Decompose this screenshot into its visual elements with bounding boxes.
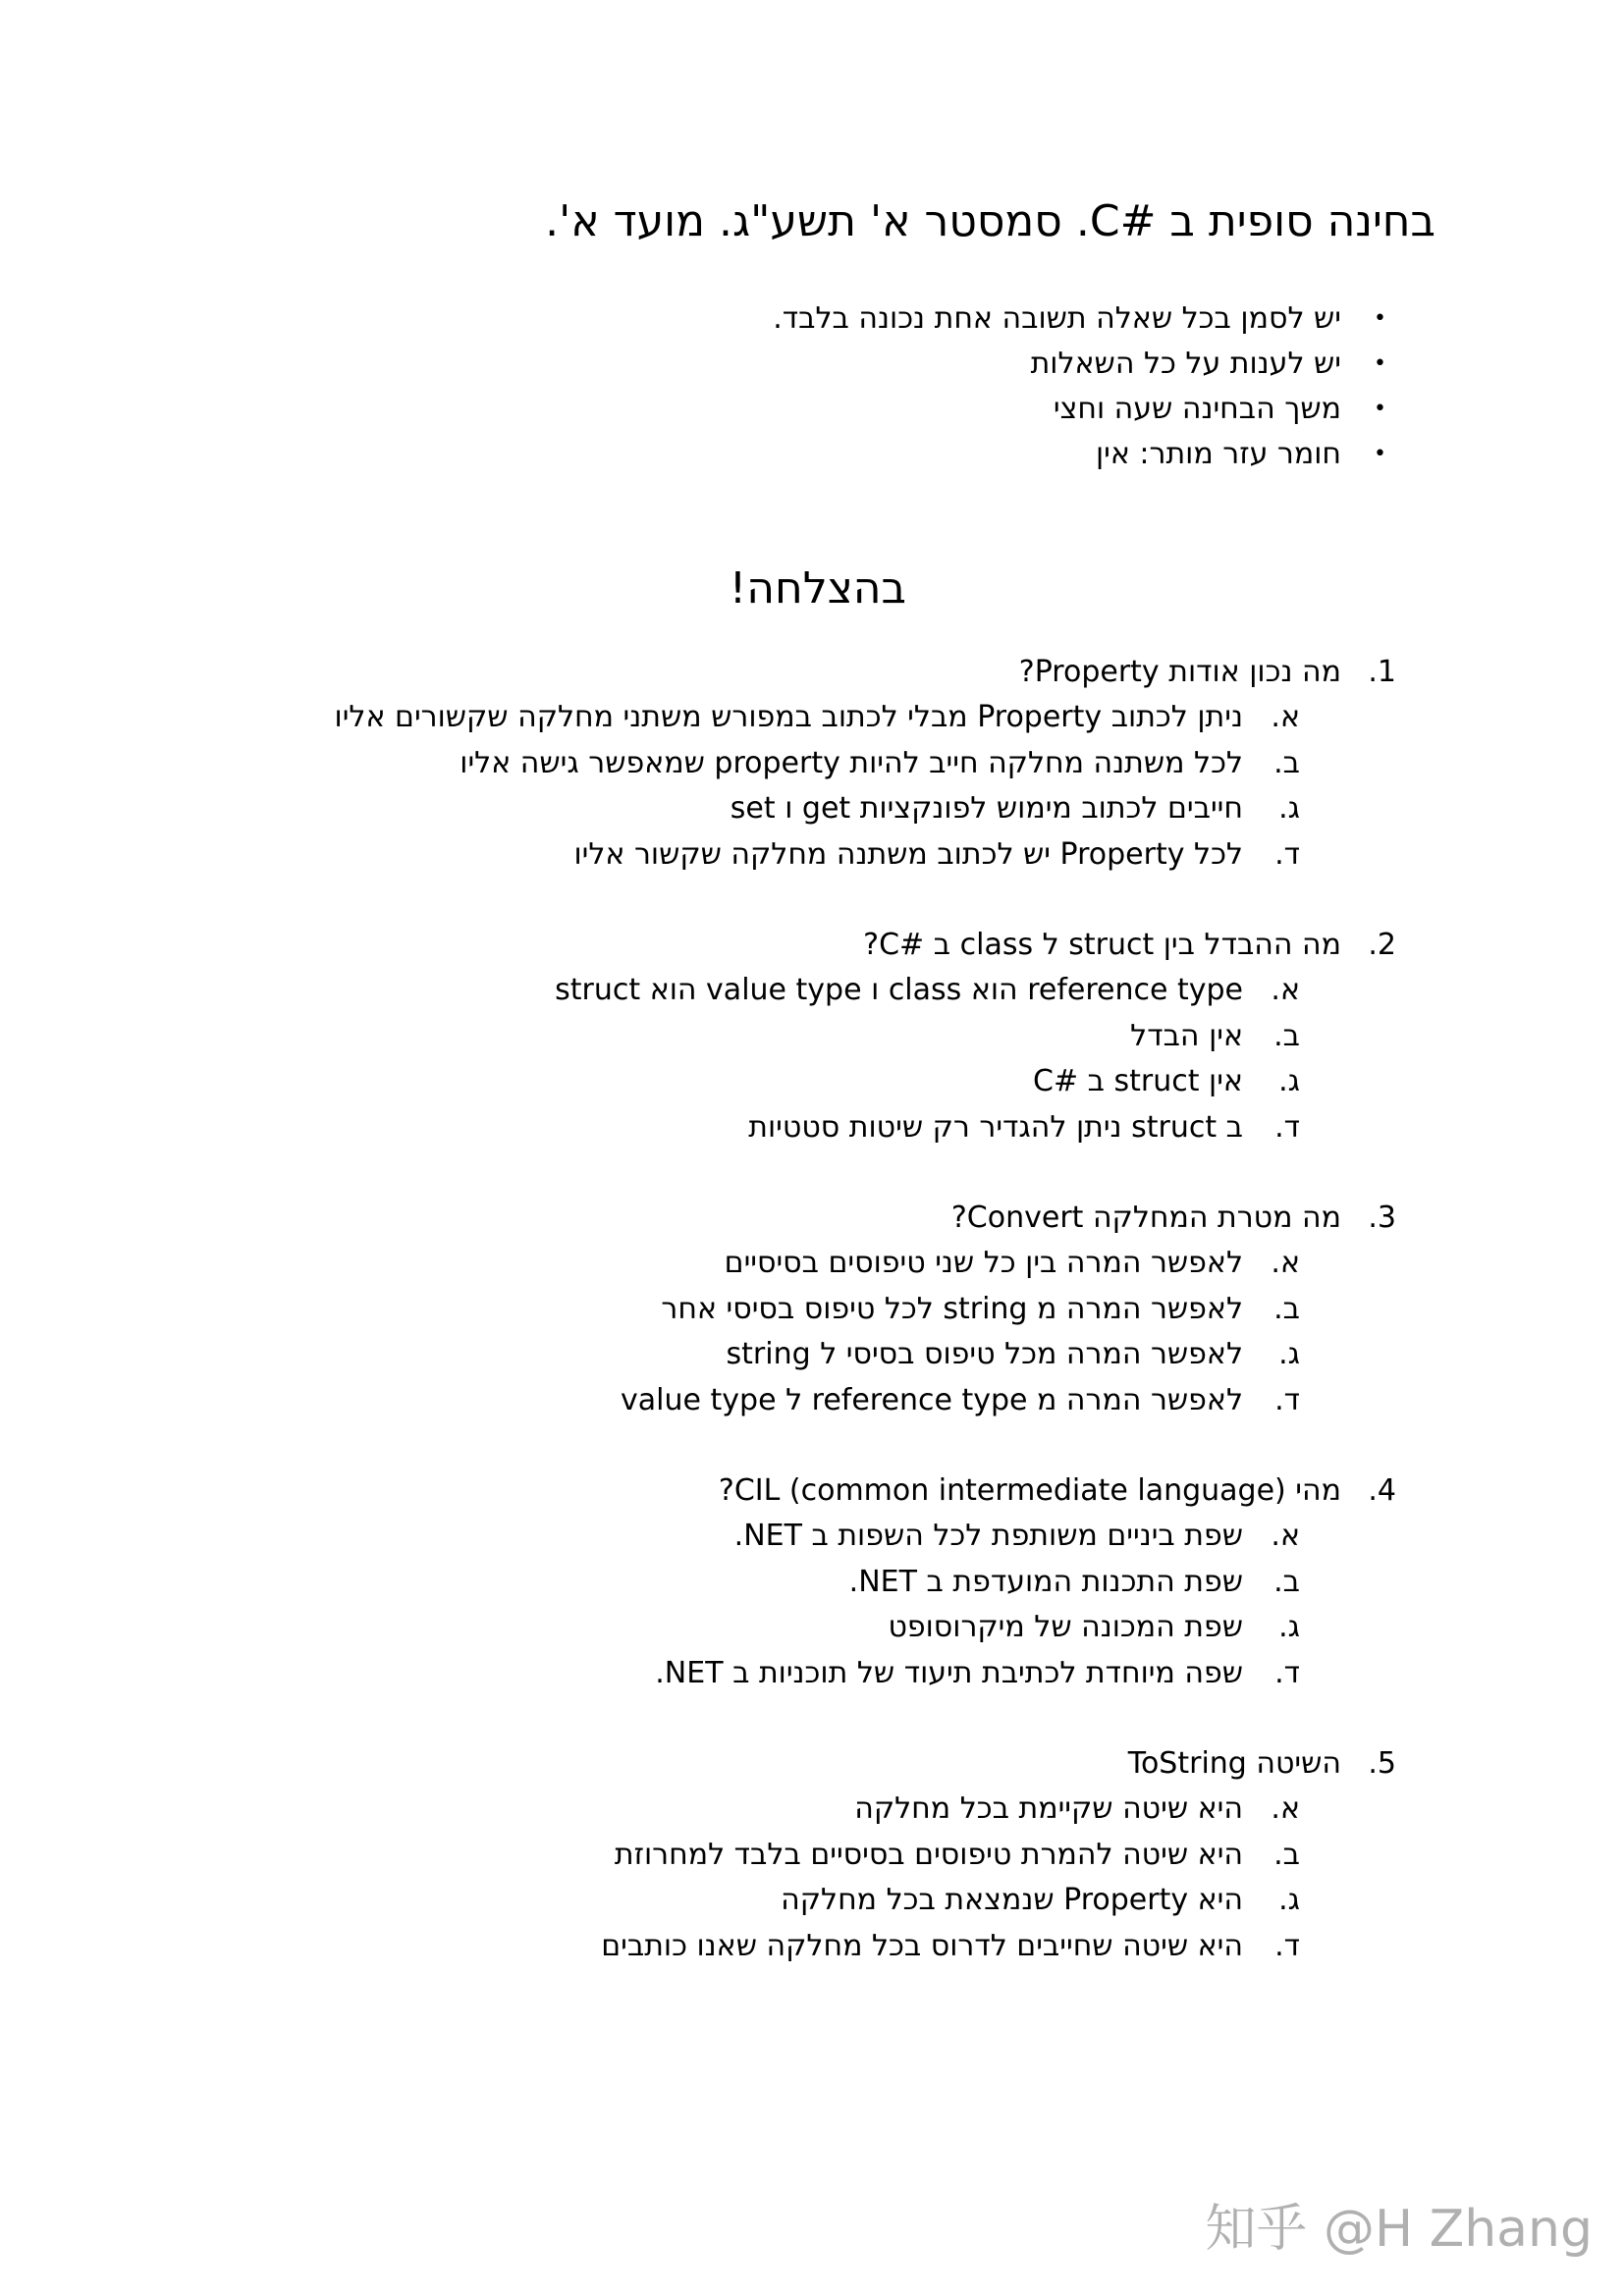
answer-option[interactable] <box>261 695 1300 741</box>
answer-option[interactable] <box>261 1105 1300 1151</box>
instruction-item <box>773 296 1386 342</box>
option-letter: ד. <box>1274 836 1300 872</box>
answer-option[interactable] <box>261 1514 1300 1560</box>
question-prompt: מהי CIL (common intermediate language)? <box>718 1473 1341 1508</box>
answer-option[interactable] <box>261 968 1300 1014</box>
answer-options <box>261 1787 1300 1969</box>
answer-option[interactable] <box>261 1787 1300 1833</box>
option-text: struct הוא value type ו class הוא reference type <box>555 973 1243 1007</box>
question-number: 3. <box>1368 1201 1396 1235</box>
question-prompt: השיטה ToString <box>1127 1746 1341 1781</box>
option-text: שפה מיוחדת לכתיבת תיעוד של תוכניות ב NET. <box>655 1655 1243 1690</box>
question-4 <box>261 1468 1396 1696</box>
question-number: 2. <box>1368 928 1396 962</box>
bullet-icon: • <box>1374 397 1386 421</box>
option-text: היא שיטה להמרת טיפוסים בסיסיים בלבד למחרוזת <box>614 1837 1243 1872</box>
option-text: היא שיטה שקיימת בכל מחלקה <box>854 1791 1243 1826</box>
answer-options <box>261 968 1300 1150</box>
question-number: 5. <box>1368 1746 1396 1781</box>
option-letter: א. <box>1271 1519 1300 1553</box>
option-letter: ד. <box>1274 1382 1300 1417</box>
answer-option[interactable] <box>261 786 1300 832</box>
option-letter: ב. <box>1273 1018 1300 1053</box>
answer-option[interactable] <box>261 832 1300 879</box>
answer-option[interactable] <box>261 1014 1300 1060</box>
answer-option[interactable] <box>261 1560 1300 1606</box>
answer-option[interactable] <box>261 741 1300 787</box>
option-letter: ג. <box>1278 1337 1300 1371</box>
option-text: ניתן לכתוב Property מבלי לכתוב במפורש משתני מחלקה שקשורים אליו <box>334 700 1243 734</box>
question-number: 1. <box>1368 655 1396 689</box>
bullet-icon: • <box>1374 442 1386 466</box>
question-prompt: מה מטרת המחלקה Convert? <box>950 1201 1341 1235</box>
answer-option[interactable] <box>261 1378 1300 1424</box>
option-letter: ב. <box>1273 1837 1300 1872</box>
option-letter: ד. <box>1274 1928 1300 1963</box>
answer-option[interactable] <box>261 1651 1300 1697</box>
option-text: שפת התכנות המועדפת ב NET. <box>848 1564 1243 1599</box>
question-text <box>261 1196 1396 1241</box>
answer-options <box>261 1514 1300 1696</box>
option-text: חייבים לכתוב מימוש לפונקציות get ו set <box>730 791 1243 826</box>
option-letter: ג. <box>1278 1610 1300 1644</box>
option-text: ב struct ניתן להגדיר רק שיטות סטטיות <box>748 1109 1243 1145</box>
option-letter: ב. <box>1273 1291 1300 1326</box>
option-letter: א. <box>1271 1791 1300 1826</box>
question-number: 4. <box>1368 1473 1396 1508</box>
answer-option[interactable] <box>261 1059 1300 1105</box>
option-text: לכל Property יש לכתוב משתנה מחלקה שקשור אליו <box>573 836 1243 872</box>
instructions-list <box>773 296 1386 477</box>
bullet-icon: • <box>1374 351 1386 376</box>
option-letter: ד. <box>1274 1655 1300 1690</box>
answer-option[interactable] <box>261 1241 1300 1287</box>
question-prompt: מה ההבדל בין struct ל class ב #C? <box>863 928 1341 962</box>
option-text: שפת המכונה של מיקרוסופט <box>888 1610 1243 1644</box>
question-5 <box>261 1741 1396 1969</box>
option-text: שפת ביניים משותפת לכל השפות ב NET. <box>733 1519 1243 1553</box>
answer-options <box>261 1241 1300 1423</box>
question-text <box>261 650 1396 695</box>
option-text: אין הבדל <box>1130 1018 1243 1053</box>
question-text <box>261 1741 1396 1787</box>
option-letter: ג. <box>1278 1883 1300 1917</box>
option-text: לכל משתנה מחלקה חייב להיות property שמאפשר גישה אליו <box>460 745 1243 780</box>
option-letter: ב. <box>1273 745 1300 780</box>
option-text: לאפשר המרה מ reference type ל value type <box>621 1382 1243 1417</box>
instruction-text: יש לסמן בכל שאלה תשובה אחת נכונה בלבד. <box>773 301 1341 336</box>
answer-option[interactable] <box>261 1924 1300 1970</box>
question-1 <box>261 650 1396 878</box>
watermark: 知乎 @H Zhang <box>1205 2200 1593 2259</box>
bullet-icon: • <box>1374 306 1386 331</box>
option-letter: א. <box>1271 1246 1300 1280</box>
question-prompt: מה נכון אודות Property? <box>1018 655 1341 689</box>
instruction-text: משך הבחינה שעה וחצי <box>1053 392 1341 426</box>
option-letter: ב. <box>1273 1564 1300 1599</box>
question-text <box>261 923 1396 968</box>
option-letter: ד. <box>1274 1109 1300 1145</box>
option-letter: ג. <box>1278 791 1300 826</box>
option-text: לאפשר המרה בין כל שני טיפוסים בסיסיים <box>724 1246 1243 1280</box>
good-luck-heading: בהצלחה! <box>729 563 906 614</box>
question-3 <box>261 1196 1396 1423</box>
option-text: היא Property שנמצאת בכל מחלקה <box>781 1883 1243 1917</box>
option-letter: א. <box>1271 973 1300 1007</box>
option-letter: א. <box>1271 700 1300 734</box>
instruction-text: יש לענות על כל השאלות <box>1030 347 1341 381</box>
question-2 <box>261 923 1396 1150</box>
answer-option[interactable] <box>261 1332 1300 1378</box>
answer-option[interactable] <box>261 1833 1300 1879</box>
option-text: היא שיטה שחייבים לדרוס בכל מחלקה שאנו כותבים <box>601 1928 1243 1963</box>
question-text <box>261 1468 1396 1514</box>
answer-options <box>261 695 1300 878</box>
answer-option[interactable] <box>261 1878 1300 1924</box>
answer-option[interactable] <box>261 1605 1300 1651</box>
option-text: לאפשר המרה מ string לכל טיפוס בסיסי אחר <box>661 1291 1243 1326</box>
option-letter: ג. <box>1278 1064 1300 1098</box>
option-text: לאפשר המרה מכל טיפוס בסיסי ל string <box>726 1337 1243 1371</box>
instruction-item <box>773 387 1386 432</box>
option-text: אין struct ב #C <box>1033 1064 1243 1098</box>
instruction-item <box>773 342 1386 387</box>
questions-section <box>261 650 1396 2014</box>
instruction-item <box>773 432 1386 477</box>
exam-title: בחינה סופית ב #C. סמסטר א' תשע"ג. מועד א'. <box>545 196 1435 246</box>
answer-option[interactable] <box>261 1287 1300 1333</box>
instruction-text: חומר עזר מותר: אין <box>1095 437 1341 471</box>
